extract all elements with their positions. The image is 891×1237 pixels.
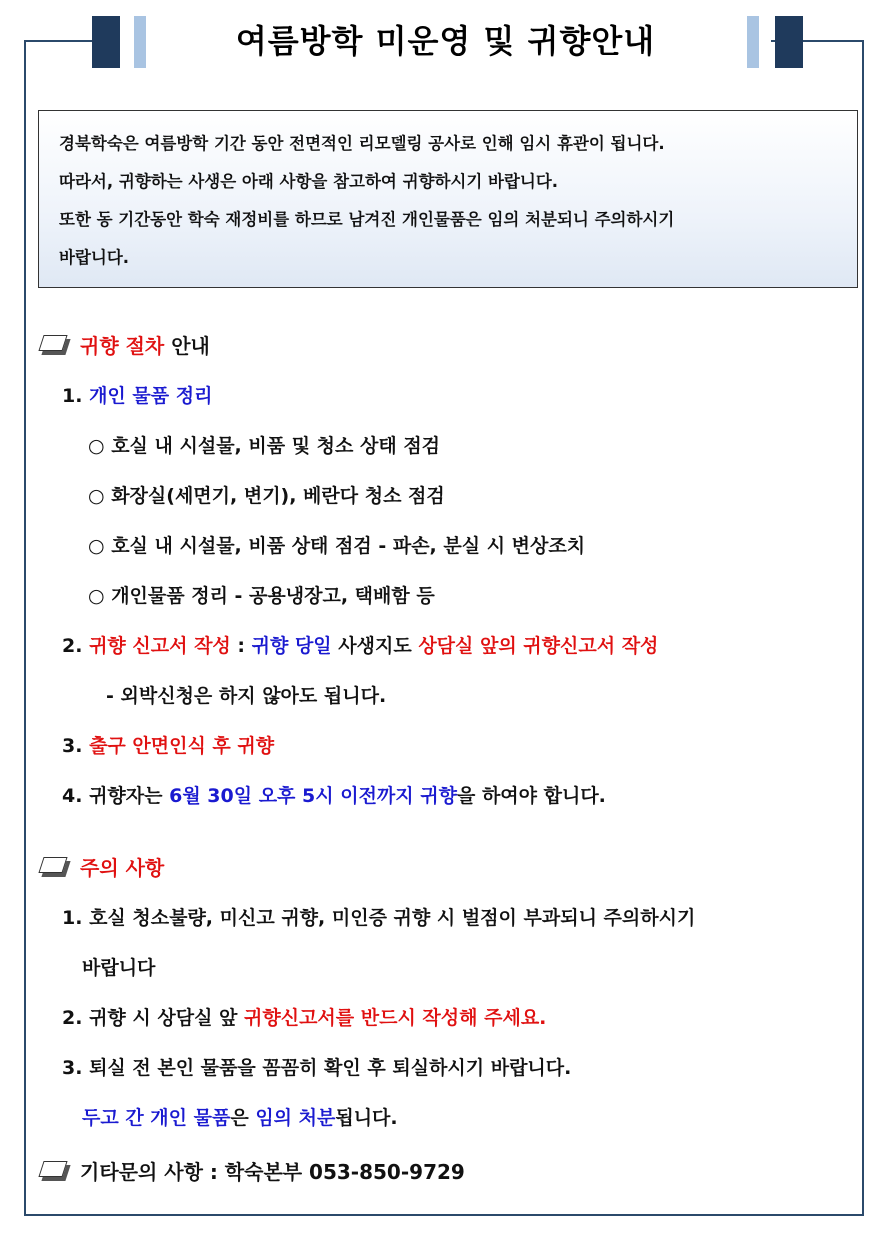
item-number: 3. (62, 735, 83, 757)
procedure-item-1 (62, 382, 212, 410)
bullet-1: ○ 호실 내 시설물, 비품 및 청소 상태 점검 (88, 435, 441, 457)
procedure-item-2-sub: - 외박신청은 하지 않아도 됩니다. (106, 685, 387, 707)
bullet-4: ○ 개인물품 정리 - 공용냉장고, 택배함 등 (88, 585, 435, 607)
bullet-3: ○ 호실 내 시설물, 비품 상태 점검 - 파손, 분실 시 변상조치 (88, 535, 586, 557)
title-deco-left-light (134, 16, 146, 68)
note-icon (40, 857, 70, 879)
caution-item-3-cont (82, 1104, 398, 1132)
item4-part-a: 귀향자는 (82, 785, 170, 807)
section-title: 주의 사항 (80, 856, 165, 880)
item2-part-c: 귀향 당일 (251, 635, 332, 657)
section-contact (40, 1158, 465, 1186)
notice-box (38, 110, 858, 288)
page-title: 여름방학 미운영 및 귀향안내 (235, 22, 656, 60)
title-deco-right-dark (775, 16, 803, 68)
item-number: 1. (62, 385, 83, 407)
item2-part-b: 귀향신고서를 반드시 작성해 주세요. (244, 1007, 547, 1029)
section-return-procedure (40, 332, 210, 360)
bullet-2: ○ 화장실(세면기, 변기), 베란다 청소 점검 (88, 485, 445, 507)
cont-part-d: 됩니다. (335, 1107, 398, 1129)
title-deco-left-dark (92, 16, 120, 68)
item-number: 4. (62, 785, 83, 807)
notice-line-3: 또한 동 기간동안 학숙 재정비를 하므로 남겨진 개인물품은 임의 처분되니 주의하시기 (59, 210, 675, 229)
section-cautions (40, 854, 164, 882)
item-number: 2. (62, 1007, 83, 1029)
notice-line-2: 따라서, 귀향하는 사생은 아래 사항을 참고하여 귀향하시기 바랍니다. (59, 172, 559, 191)
item-label: 출구 안면인식 후 귀향 (89, 735, 275, 757)
note-icon (40, 335, 70, 357)
cont-part-b: 은 (230, 1107, 256, 1129)
section-title (80, 332, 210, 360)
cont-part-c: 임의 처분 (255, 1107, 336, 1129)
cont-part-a: 두고 간 개인 물품 (82, 1107, 231, 1129)
item4-part-b: 6월 30일 오후 5시 이전까지 귀향 (169, 785, 457, 807)
item4-part-c: 을 하여야 합니다. (456, 785, 606, 807)
contact-text: 기타문의 사항 : 학숙본부 053-850-9729 (80, 1160, 465, 1184)
item-number: 2. (62, 635, 83, 657)
item2-part-a: 귀향 신고서 작성 (89, 635, 231, 657)
item-text: 퇴실 전 본인 물품을 꼼꼼히 확인 후 퇴실하시기 바랍니다. (82, 1057, 572, 1079)
caution-item-1 (62, 904, 695, 932)
notice-line-4: 바랍니다. (59, 248, 130, 267)
procedure-item-4 (62, 782, 606, 810)
caution-item-1-cont: 바랍니다 (82, 957, 156, 979)
notice-line-1: 경북학숙은 여름방학 기간 동안 전면적인 리모델링 공사로 인해 임시 휴관이 됩니다. (59, 134, 665, 153)
caution-item-2 (62, 1004, 546, 1032)
item-number: 3. (62, 1057, 83, 1079)
item-number: 1. (62, 907, 83, 929)
item2-part-d: 사생지도 (331, 635, 419, 657)
title-deco-right-light (747, 16, 759, 68)
item-text: 호실 청소불량, 미신고 귀향, 미인증 귀향 시 벌점이 부과되니 주의하시기 (82, 907, 696, 929)
item2-part-e: 상담실 앞의 귀향신고서 작성 (418, 635, 659, 657)
caution-item-3 (62, 1054, 571, 1082)
item-label: 개인 물품 정리 (89, 385, 213, 407)
item2-part-a: 귀향 시 상담실 앞 (82, 1007, 245, 1029)
item2-part-b: : (230, 635, 252, 657)
procedure-item-2 (62, 632, 658, 660)
note-icon (40, 1161, 70, 1183)
section-title-red: 귀향 절차 (80, 334, 165, 358)
section-title-rest: 안내 (164, 334, 210, 358)
procedure-item-3 (62, 732, 274, 760)
